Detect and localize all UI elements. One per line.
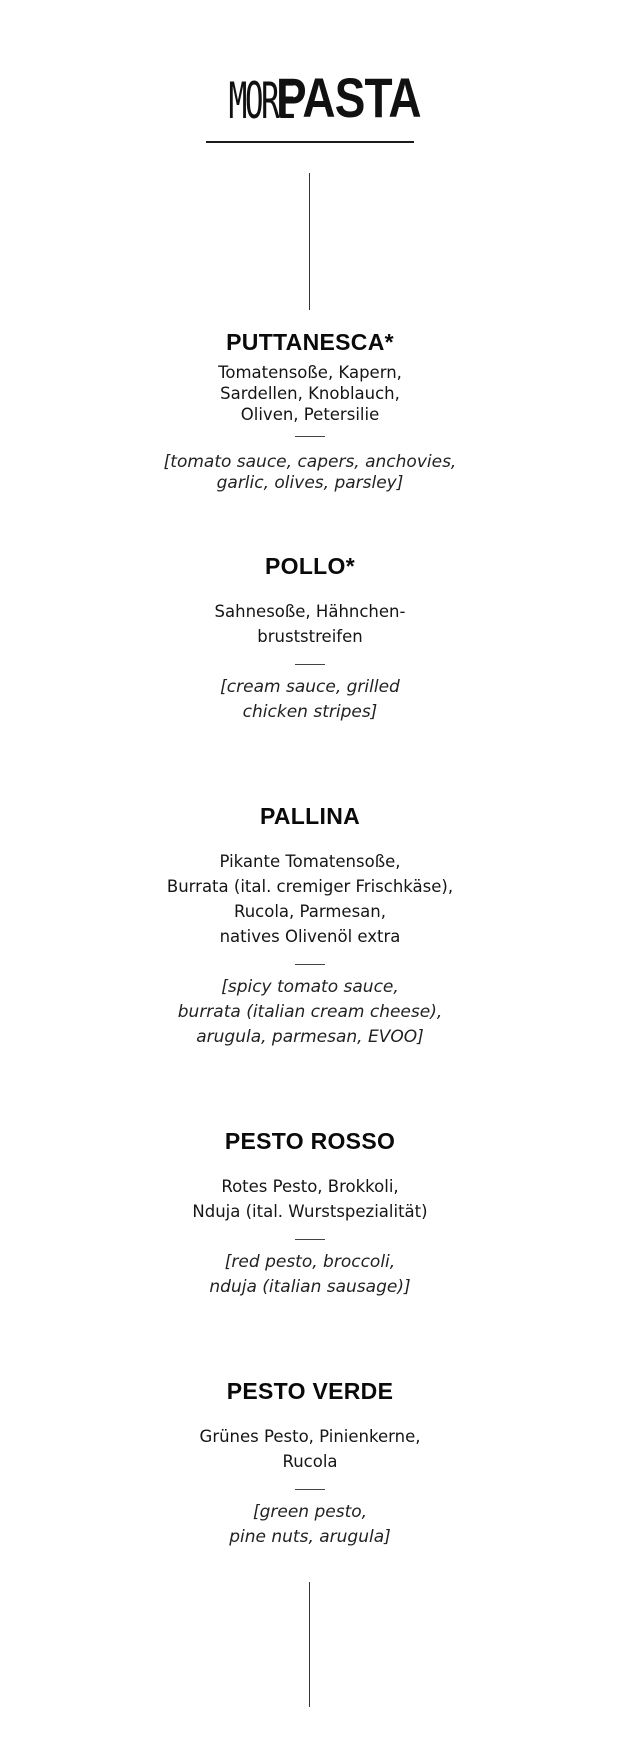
menu-item-pesto-verde	[0, 1377, 620, 1550]
item-description-de: Sahnesoße, Hähnchen- bruststreifen	[214, 602, 406, 646]
menu-item-puttanesca	[0, 328, 620, 494]
item-description-de: Rotes Pesto, Brokkoli, Nduja (ital. Wurstspezialität)	[192, 1177, 428, 1221]
menu-item-pallina	[0, 802, 620, 1050]
item-description-en: [red pesto, broccoli, nduja (italian sausage)]	[209, 1252, 411, 1297]
item-divider	[295, 964, 325, 965]
menu-header	[0, 66, 620, 143]
item-divider	[295, 1239, 325, 1240]
item-divider	[295, 436, 325, 437]
item-name: PALLINA	[259, 803, 361, 829]
title-pasta: PASTA	[276, 66, 421, 129]
item-name: POLLO*	[265, 553, 355, 579]
item-description-en: [tomato sauce, capers, anchovies, garlic, olives, parsley]	[163, 452, 457, 493]
item-description-en: [spicy tomato sauce, burrata (italian cream cheese), arugula, parmesan, EVOO]	[177, 977, 443, 1047]
item-name: PESTO ROSSO	[224, 1128, 396, 1154]
item-description-de: Pikante Tomatensoße, Burrata (ital. cremiger Frischkäse), Rucola, Parmesan, natives Olivenöl extra	[166, 852, 454, 946]
item-description-en: [green pesto, pine nuts, arugula]	[229, 1502, 391, 1547]
bottom-vertical-divider	[309, 1582, 310, 1707]
top-vertical-divider	[309, 173, 310, 310]
item-description-de: Tomatensoße, Kapern, Sardellen, Knoblauch, Oliven, Petersilie	[218, 363, 402, 424]
title-underline	[206, 141, 414, 143]
item-description-en: [cream sauce, grilled chicken stripes]	[220, 677, 400, 722]
title-more: MORE	[228, 72, 294, 130]
item-divider	[295, 664, 325, 665]
page-title	[189, 66, 430, 130]
item-name: PUTTANESCA*	[226, 329, 394, 355]
menu-item-pollo	[0, 552, 620, 725]
menu-item-pesto-rosso	[0, 1127, 620, 1300]
item-description-de: Grünes Pesto, Pinienkerne, Rucola	[199, 1427, 421, 1471]
item-name: PESTO VERDE	[226, 1378, 394, 1404]
item-divider	[295, 1489, 325, 1490]
